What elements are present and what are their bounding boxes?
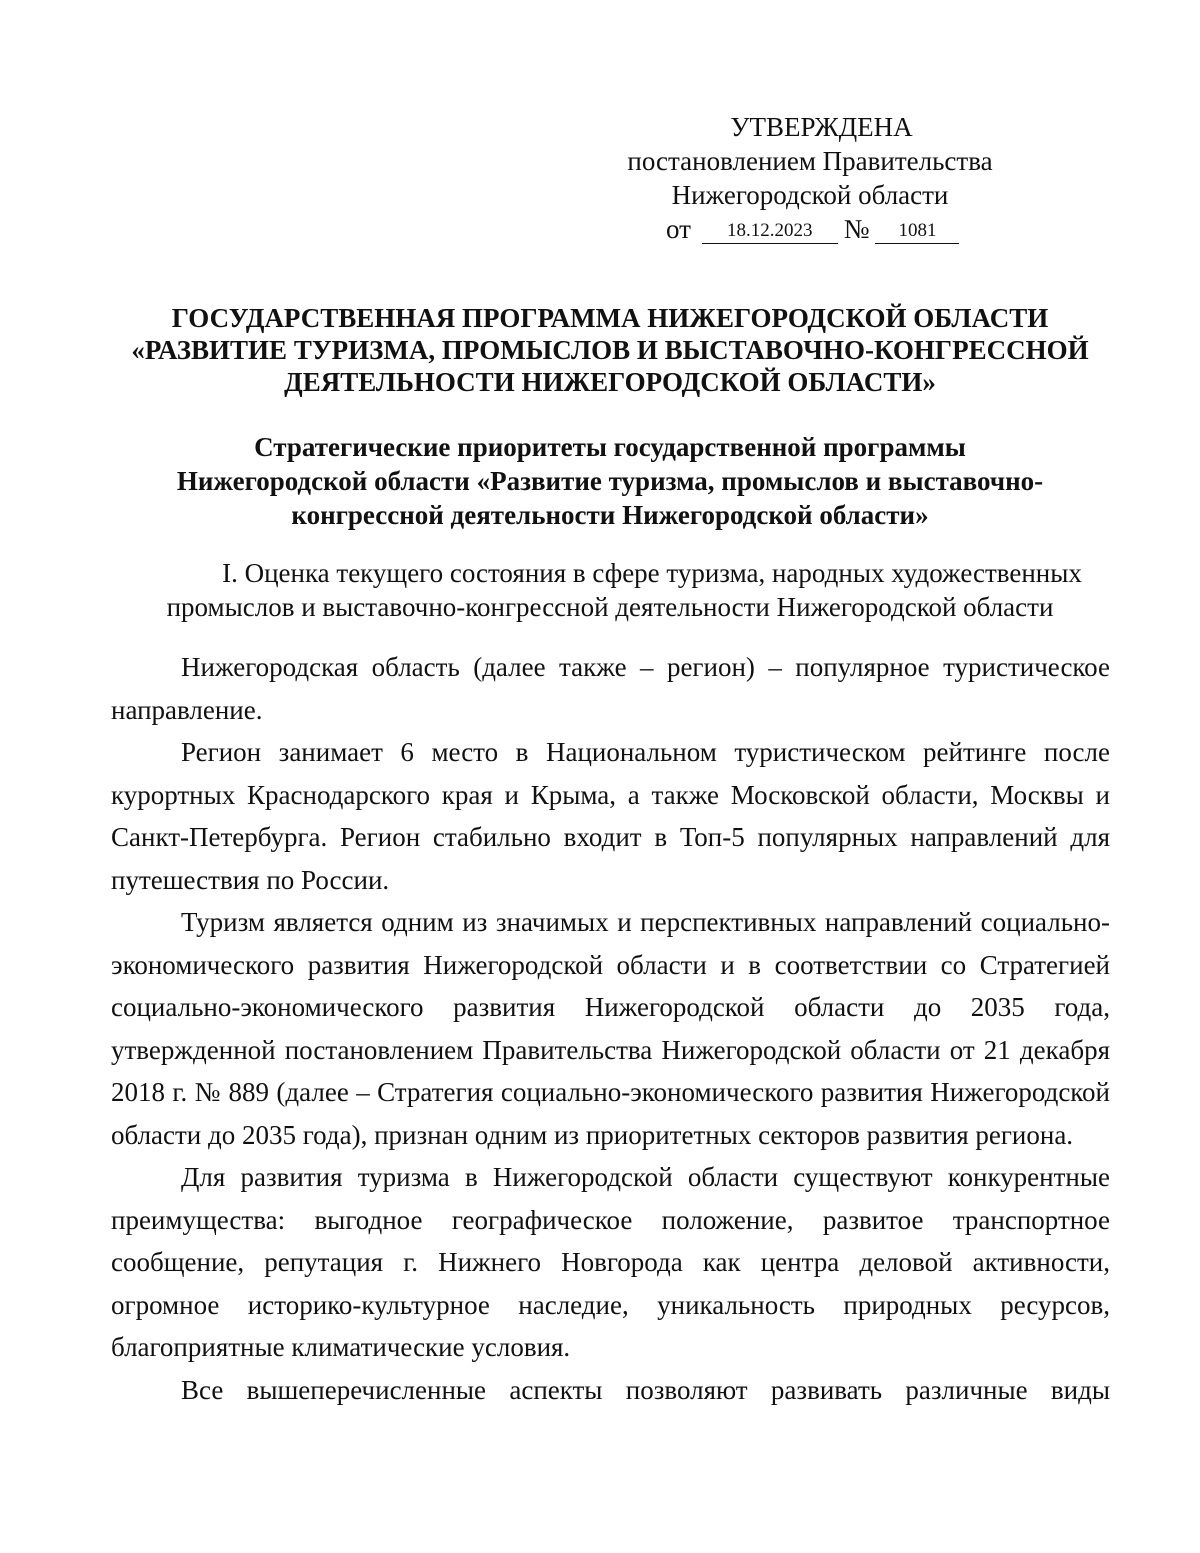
program-title-line-3: ДЕЯТЕЛЬНОСТИ НИЖЕГОРОДСКОЙ ОБЛАСТИ» <box>284 367 936 397</box>
paragraph: Нижегородская область (далее также – регион) – популярное туристическое направление. <box>111 652 1110 725</box>
body-text <box>111 646 1110 1411</box>
resolution-date: 18.12.2023 <box>702 219 838 244</box>
subtitle-line-2: Нижегородской области «Развитие туризма, промыслов и выставочно- <box>176 466 1044 496</box>
strategic-priorities-heading <box>100 430 1120 532</box>
number-sign: № <box>843 214 870 244</box>
date-prefix: от <box>666 214 691 244</box>
paragraph: Для развития туризма в Нижегородской области существуют конкурентные преимущества: выгодное географическое положение, развитое транспортное сообщение, репутация г. Нижнего Новгорода как центра деловой активности, огромное историко-культурное наследие, уникальность природных ресурсов, благоприятные климатические условия. <box>111 1162 1110 1362</box>
paragraph: Туризм является одним из значимых и перспективных направлений социально-экономического развития Нижегородской области и в соответствии со Стратегией социально-экономического развития Нижегородской области до 2035 года, утвержденной постановлением Правительства Нижегородской области от 21 декабря 2018 г. № 889 (далее – Стратегия социально-экономического развития Нижегородской области до 2035 года), признан одним из приоритетных секторов развития региона. <box>111 907 1110 1150</box>
program-title <box>100 302 1120 398</box>
approval-date-line <box>600 212 1020 246</box>
program-title-line-1: ГОСУДАРСТВЕННАЯ ПРОГРАММА НИЖЕГОРОДСКОЙ ОБЛАСТИ <box>171 303 1049 333</box>
section-heading-line-2: промыслов и выставочно-конгрессной деятельности Нижегородской области <box>166 592 1054 622</box>
paragraph: Все вышеперечисленные аспекты позволяют развивать различные виды <box>181 1374 1110 1405</box>
approval-line-resolution: постановлением Правительства <box>627 146 993 176</box>
approval-block <box>600 110 1020 246</box>
approval-heading: УТВЕРЖДЕНА <box>730 112 913 142</box>
subtitle-line-1: Стратегические приоритеты государственной программы <box>254 432 966 462</box>
subtitle-line-3: конгрессной деятельности Нижегородской области» <box>291 500 929 530</box>
section-heading-line-1: I. Оценка текущего состояния в сфере туризма, народных художественных <box>222 558 1082 588</box>
program-title-line-2: «РАЗВИТИЕ ТУРИЗМА, ПРОМЫСЛОВ И ВЫСТАВОЧНО-КОНГРЕССНОЙ <box>131 335 1089 365</box>
paragraph: Регион занимает 6 место в Национальном туристическом рейтинге после курортных Краснодарского края и Крыма, а также Московской области, Москвы и Санкт-Петербурга. Регион стабильно входит в Топ-5 популярных направлений для путешествия по России. <box>111 737 1110 895</box>
section-heading <box>100 556 1120 624</box>
approval-line-region: Нижегородской области <box>671 180 949 210</box>
resolution-number: 1081 <box>875 219 959 244</box>
